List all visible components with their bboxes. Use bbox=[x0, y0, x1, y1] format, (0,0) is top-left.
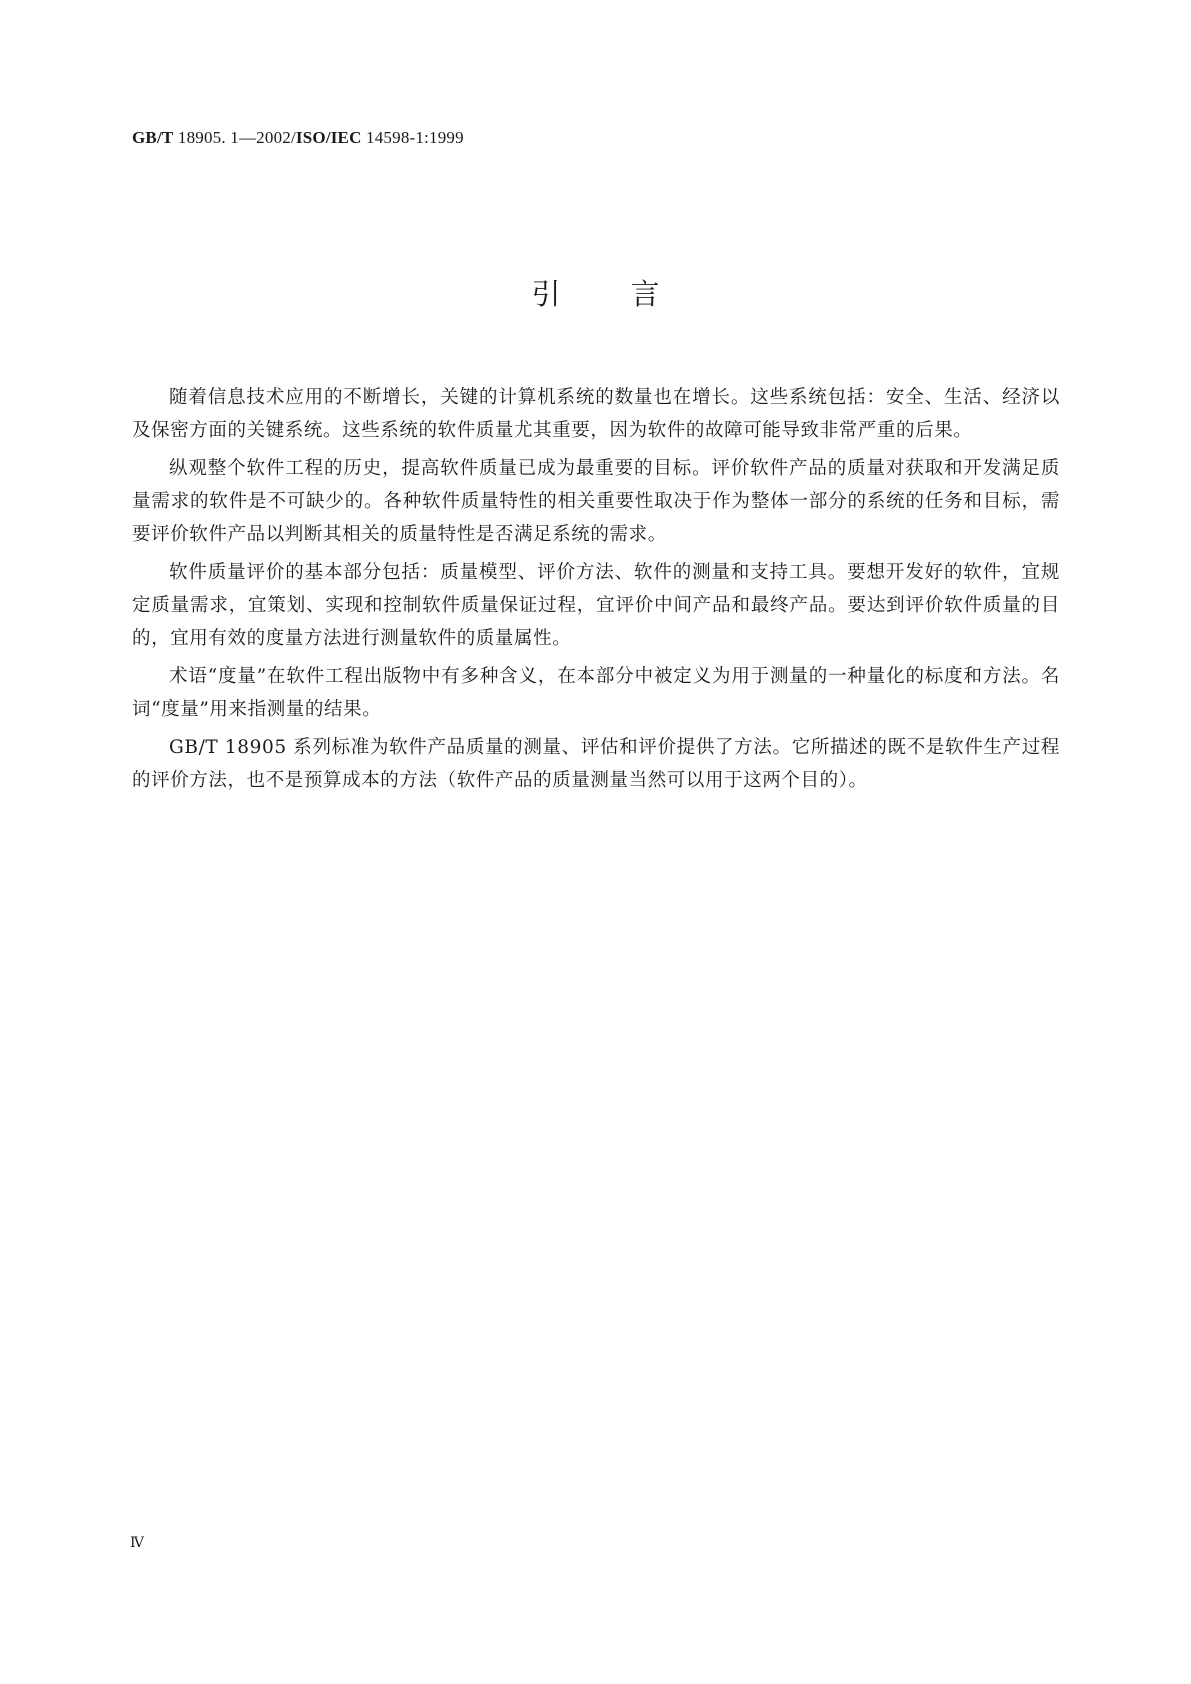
header-iso-number: 14598-1:1999 bbox=[361, 128, 464, 147]
header-iso: ISO/IEC bbox=[295, 128, 362, 147]
paragraph-5: GB/T 18905 系列标准为软件产品质量的测量、评估和评价提供了方法。它所描述的既不是软件生产过程的评价方法，也不是预算成本的方法（软件产品的质量测量当然可以用于这两个目的）。 bbox=[132, 737, 1060, 791]
header-number: 18905. 1—2002/ bbox=[173, 128, 296, 147]
paragraph-2: 纵观整个软件工程的历史，提高软件质量已成为最重要的目标。评价软件产品的质量对获取和开发满足质量需求的软件是不可缺少的。各种软件质量特性的相关重要性取决于作为整体一部分的系统的任务和目标，需要评价软件产品以判断其相关的质量特性是否满足系统的需求。 bbox=[132, 458, 1060, 545]
paragraph-4: 术语“度量”在软件工程出版物中有多种含义，在本部分中被定义为用于测量的一种量化的标度和方法。名词“度量”用来指测量的结果。 bbox=[132, 666, 1060, 720]
paragraph-1: 随着信息技术应用的不断增长，关键的计算机系统的数量也在增长。这些系统包括：安全、生活、经济以及保密方面的关键系统。这些系统的软件质量尤其重要，因为软件的故障可能导致非常严重的后果。 bbox=[132, 387, 1060, 441]
introduction-body bbox=[132, 381, 1060, 802]
standard-number-header bbox=[132, 128, 464, 148]
page-number: Ⅳ bbox=[130, 1536, 144, 1551]
header-gbt: GB/T bbox=[132, 128, 174, 147]
paragraph-3: 软件质量评价的基本部分包括：质量模型、评价方法、软件的测量和支持工具。要想开发好的软件，宜规定质量需求，宜策划、实现和控制软件质量保证过程，宜评价中间产品和最终产品。要达到评价软件质量的目的，宜用有效的度量方法进行测量软件的质量属性。 bbox=[132, 562, 1060, 649]
page-title: 引言 bbox=[531, 277, 730, 311]
